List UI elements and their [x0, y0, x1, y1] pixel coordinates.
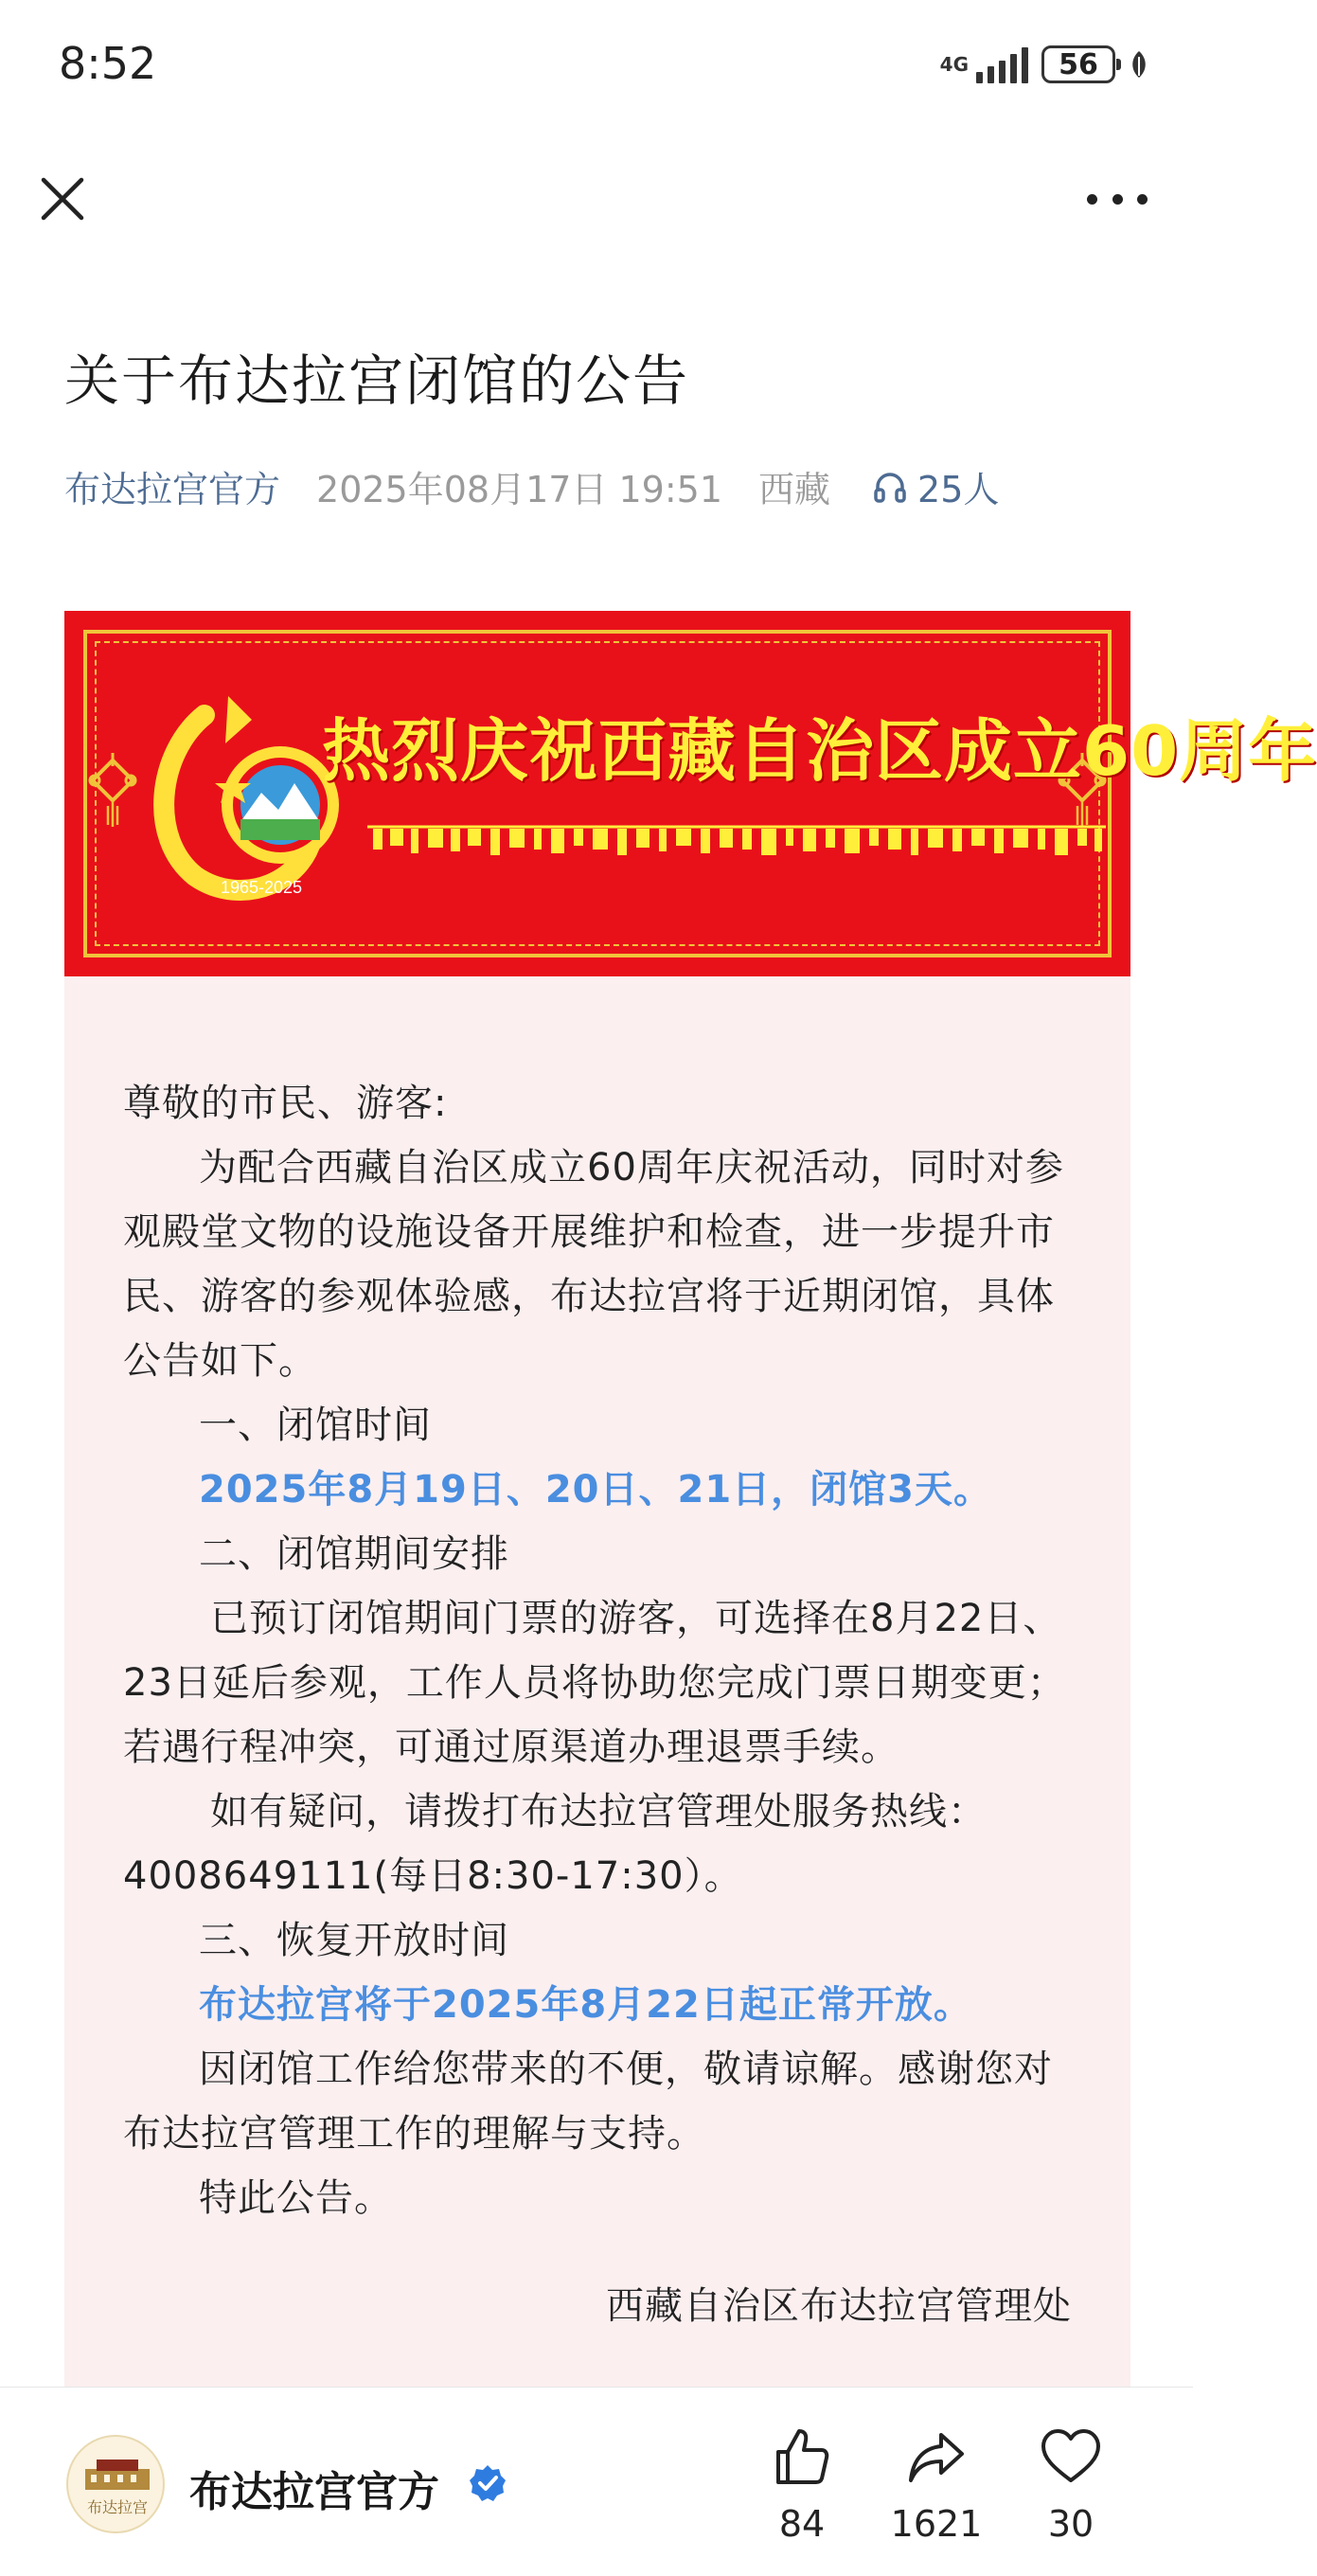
region: 西藏	[758, 469, 831, 510]
apology-paragraph: 因闭馆工作给您带来的不便，敬请谅解。感谢您对布达拉宫管理工作的理解与支持。	[123, 2048, 1053, 2156]
reopen-date: 布达拉宫将于2025年8月22日起正常开放。	[199, 1983, 972, 2027]
status-icons	[940, 45, 1149, 83]
battery-icon	[1041, 45, 1115, 83]
emblem-years: 1965-2025	[220, 878, 303, 897]
battery-level: 56	[1059, 47, 1098, 81]
closure-dates: 2025年8月19日、20日、21日，闭馆3天。	[199, 1468, 992, 1512]
share-button[interactable]	[884, 2425, 988, 2545]
avatar-text: 布达拉宫	[86, 2498, 149, 2516]
leaf-icon	[1129, 49, 1149, 80]
share-count: 1621	[890, 2503, 983, 2545]
more-button[interactable]	[1079, 170, 1155, 227]
greeting: 尊敬的市民、游客:	[123, 1082, 448, 1125]
top-bar	[0, 161, 1193, 237]
favorite-button[interactable]	[1019, 2425, 1123, 2545]
close-button[interactable]	[34, 170, 91, 227]
thumbs-up-icon	[771, 2425, 833, 2488]
heart-icon	[1040, 2425, 1102, 2488]
celebration-banner	[64, 611, 1317, 976]
tibetan-script-line	[367, 817, 1106, 861]
like-button[interactable]	[750, 2425, 854, 2545]
status-bar	[0, 0, 1193, 142]
chinese-knot-icon	[89, 753, 136, 829]
ticket-arrangement: 已预订闭馆期间门票的游客，可选择在8月22日、23日延后参观，工作人员将协助您完成门票日期变更；若遇行程冲突，可通过原渠道办理退票手续。	[123, 1597, 1066, 1769]
signature: 西藏自治区布达拉宫管理处	[606, 2284, 1072, 2328]
like-count: 84	[778, 2503, 826, 2545]
section-heading: 一、闭馆时间	[199, 1404, 432, 1447]
close-icon	[34, 170, 91, 227]
verified-badge-icon	[468, 2463, 507, 2503]
author-link[interactable]: 布达拉宫官方	[64, 469, 281, 510]
publish-date: 2025年08月17日 19:51	[316, 469, 723, 510]
section-heading: 三、恢复开放时间	[199, 1919, 509, 1962]
status-time: 8:52	[59, 38, 157, 89]
article-title: 关于布达拉宫闭馆的公告	[64, 349, 690, 413]
closing-line: 特此公告。	[199, 2176, 393, 2220]
article-meta	[64, 460, 999, 512]
hotline-paragraph: 如有疑问，请拨打布达拉宫管理处服务热线：4008649111(每日8:30-17:30）。	[123, 1790, 987, 1898]
more-icon	[1087, 194, 1097, 205]
favorite-count: 30	[1047, 2503, 1095, 2545]
article-body	[64, 976, 1130, 2397]
listen-button[interactable]	[872, 460, 999, 512]
account-name[interactable]: 布达拉宫官方	[189, 2468, 439, 2516]
section-heading: 二、闭馆期间安排	[199, 1532, 509, 1576]
share-icon	[905, 2425, 968, 2488]
banner-title: 热烈庆祝西藏自治区成立60周年	[322, 711, 1317, 791]
network-type: 4G	[939, 53, 969, 76]
avatar[interactable]	[66, 2435, 165, 2533]
listener-count: 25人	[917, 469, 1000, 510]
signal-icon	[976, 45, 1028, 83]
intro-paragraph: 为配合西藏自治区成立60周年庆祝活动，同时对参观殿堂文物的设施设备开展维护和检查，进一步提升市民、游客的参观体验感，布达拉宫将于近期闭馆，具体公告如下。	[123, 1146, 1064, 1383]
palace-logo-icon	[68, 2437, 167, 2535]
bottom-bar	[0, 2387, 1193, 2576]
headphones-icon	[872, 469, 908, 505]
